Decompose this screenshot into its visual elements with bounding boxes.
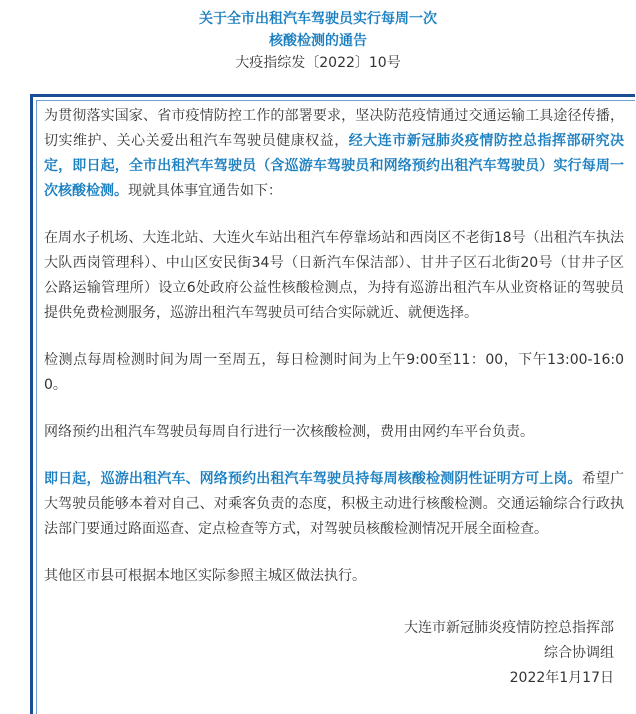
intro-text: 为贯彻落实国家、省市疫情防控工作的部署要求，坚决防范疫情通过交通运输工具途径传播，切实维护、关心关爱出租汽车驾驶员健康权益， bbox=[44, 108, 624, 149]
notice-title-line-2: 核酸检测的通告 bbox=[269, 33, 367, 49]
intro-decision-highlight: 经大连市新冠肺炎疫情防控总指挥部研究决定，即日起，全市出租汽车驾驶员（含巡游车驾驶员和网络预约出租汽车驾驶员）实行每周一次核酸检测。 bbox=[44, 133, 625, 199]
requirement-text: 希望广大驾驶员能够本着对自己、对乘客负责的态度，积极主动进行核酸检测。交通运输综合行政执法部门要通过路面巡查、定点检查等方式，对驾驶员核酸检测情况开展全面检查。 bbox=[44, 471, 625, 537]
signature-org-line-1: 大连市新冠肺炎疫情防控总指挥部 bbox=[404, 620, 614, 636]
signature-date: 2022年1月17日 bbox=[509, 670, 614, 686]
signature-block bbox=[404, 616, 614, 691]
notice-title-line-1: 关于全市出租汽车驾驶员实行每周一次 bbox=[199, 11, 437, 27]
paragraph-ride-hailing: 网络预约出租汽车驾驶员每周自行进行一次核酸检测，费用由网约车平台负责。 bbox=[44, 424, 534, 440]
paragraph-requirement bbox=[44, 467, 624, 542]
paragraph-other-regions: 其他区市县可根据本地区实际参照主城区做法执行。 bbox=[44, 568, 366, 584]
intro-closing: 现就具体事宜通告如下： bbox=[128, 183, 282, 199]
paragraph-test-sites: 在周水子机场、大连北站、大连火车站出租汽车停靠场站和西岗区不老街18号（出租汽车执法大队西岗管理科）、中山区安民街34号（日新汽车保洁部）、甘井子区石北街20号（甘井子区公路运输管理所）设立6处政府公益性核酸检测点，为持有巡游出租汽车从业资格证的驾驶员提供免费检测服务，巡游出租汽车驾驶员可结合实际就近、就便选择。 bbox=[44, 230, 624, 321]
notice-body bbox=[44, 104, 624, 589]
requirement-highlight: 即日起，巡游出租汽车、网络预约出租汽车驾驶员持每周核酸检测阴性证明方可上岗。 bbox=[44, 471, 582, 487]
paragraph-intro bbox=[44, 104, 624, 204]
paragraph-test-hours: 检测点每周检测时间为周一至周五，每日检测时间为上午9:00至11：00，下午13:00-16:00。 bbox=[44, 352, 624, 393]
signature-org-line-2: 综合协调组 bbox=[544, 645, 614, 661]
notice-header bbox=[0, 8, 636, 74]
document-number: 大疫指综发〔2022〕10号 bbox=[235, 55, 401, 71]
